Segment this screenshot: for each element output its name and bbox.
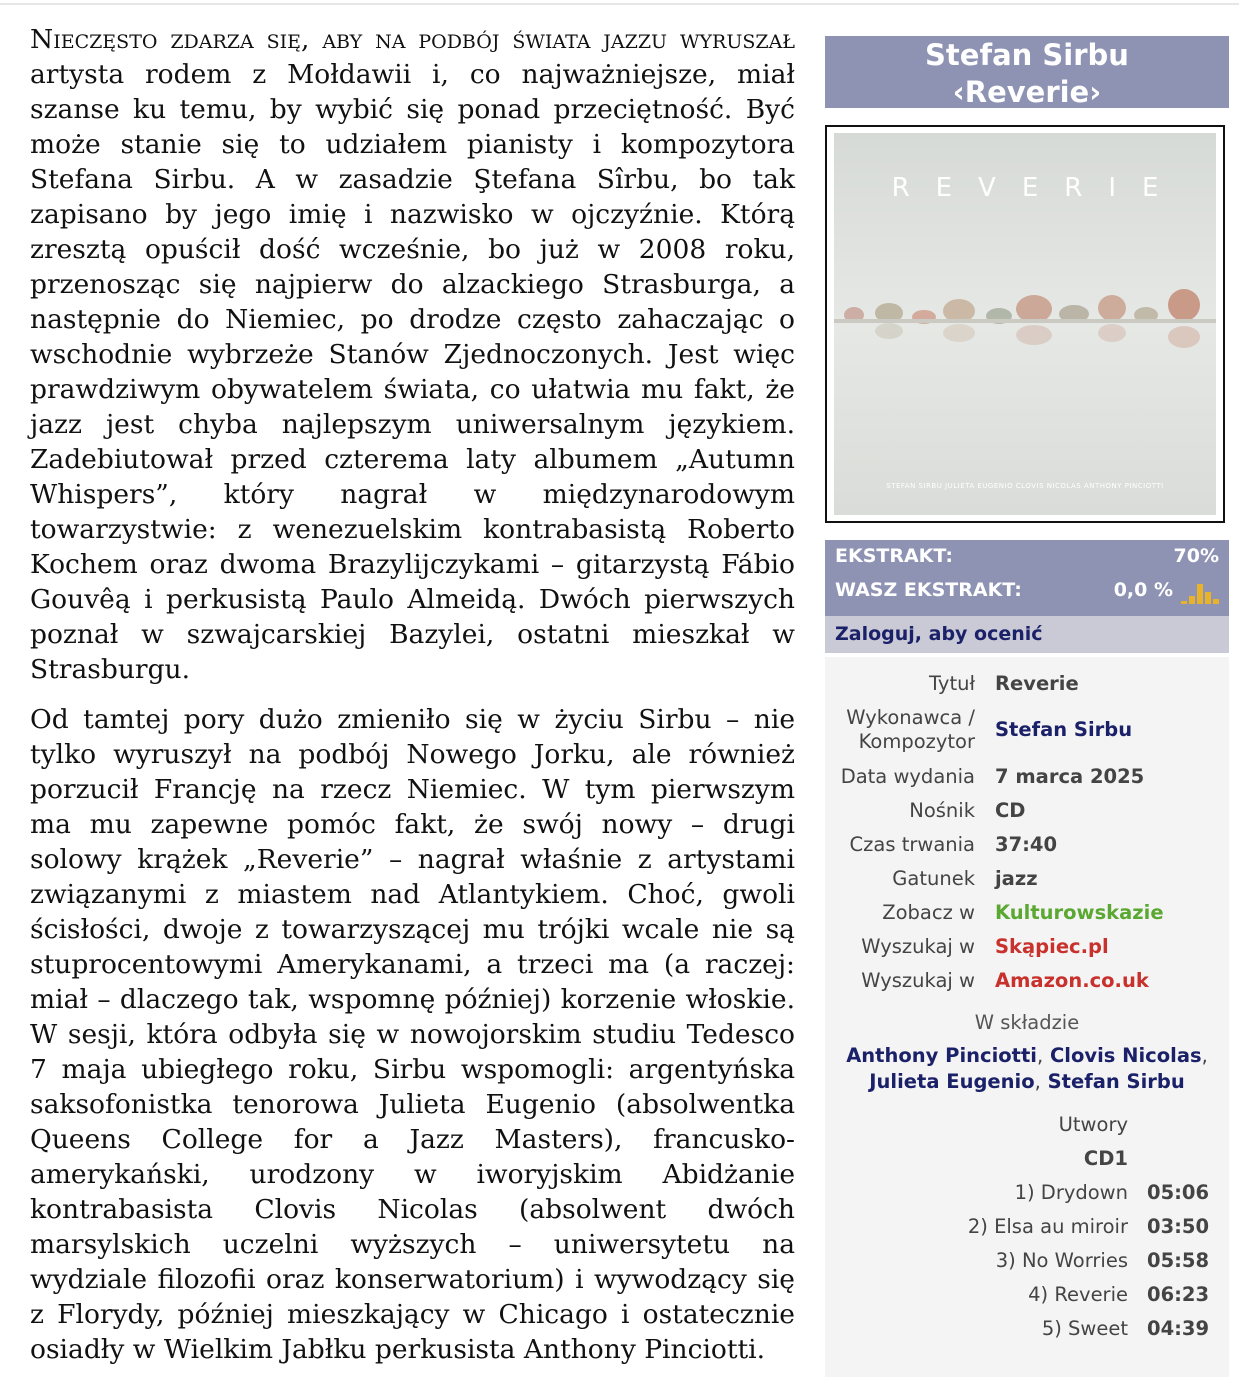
album-info xyxy=(825,657,1229,1377)
track-title: 5) Sweet xyxy=(1041,1317,1128,1340)
track-title: 1) Drydown xyxy=(1014,1181,1128,1204)
album-title: ‹Reverie› xyxy=(952,75,1102,109)
track-duration: 06:23 xyxy=(1147,1283,1210,1306)
wasz-ekstrakt-value: 0,0 % xyxy=(1113,579,1173,601)
track-duration: 03:50 xyxy=(1147,1215,1210,1238)
cover-credits: STEFAN SIRBU JULIETA EUGENIO CLOVIS NICOLAS ANTHONY PINCIOTTI xyxy=(886,482,1164,490)
artist-name: Stefan Sirbu xyxy=(925,38,1129,72)
paragraph-1-text: artysta rodem z Mołdawii i, co najważniejsze, miał szanse ku temu, by wybić się ponad przeciętność. Być może stanie się to udziałem pianisty i kompozytora Stefana Sirbu. A w zasadzie Ştefana Sîrbu, bo tak zapisano by jego imię i nazwisko w ojczyźnie. Którą zresztą opuścił dość wcześnie, bo już w 2008 roku, przenosząc się najpierw do alzackiego Strasburga, a następnie do Niemiec, po drodze często zahaczając o wschodnie wybrzeże Stanów Zjednoczonych. Jest więc prawdziwym obywatelem świata, co ułatwia mu fakt, że jazz jest chyba najlepszym uniwersalnym językiem. Zadebiutował przed czterema laty albumem „Autumn Whispers”, który nagrał w międzynarodowym towarzystwie: z wenezuelskim kontrabasistą Roberto Kochem oraz dwoma Brazylijczykami – gitarzystą Fábio Gouvêą i perkusistą Paulo Almeidą. Dwóch pierwszych poznał w szwajcarskiej Bazylei, ostatni mieszkał w Strasburgu. xyxy=(30,59,795,685)
lineup-label: W składzie xyxy=(974,1011,1080,1034)
album-cover xyxy=(834,133,1216,515)
album-header xyxy=(825,36,1229,108)
tracks-label: Utwory xyxy=(1058,1113,1128,1136)
info-label-line: Wykonawca / xyxy=(846,706,975,729)
review-article xyxy=(30,22,795,1382)
member-link[interactable]: Julieta Eugenio xyxy=(869,1070,1035,1093)
paragraph-1 xyxy=(30,22,795,687)
lead-in: Nieczęsto zdarza się, aby na podbój świata jazzu wyruszał xyxy=(30,24,795,55)
member-link[interactable]: Clovis Nicolas xyxy=(1050,1044,1202,1067)
info-label xyxy=(846,706,975,754)
info-label: Nośnik xyxy=(909,799,975,822)
info-label: Czas trwania xyxy=(849,833,975,856)
info-label: Zobacz w xyxy=(882,901,975,924)
info-label: Tytuł xyxy=(929,672,975,695)
ekstrakt-row xyxy=(835,544,1219,568)
album-sidebar xyxy=(825,36,1229,1340)
info-label: Data wydania xyxy=(840,765,975,788)
info-label: Wyszukaj w xyxy=(861,935,975,958)
track-duration: 04:39 xyxy=(1147,1317,1210,1340)
ekstrakt-value: 70% xyxy=(1173,545,1219,567)
track-duration: 05:06 xyxy=(1147,1181,1210,1204)
info-date-value: 7 marca 2025 xyxy=(995,765,1145,788)
wasz-ekstrakt-label: WASZ EKSTRAKT: xyxy=(835,579,1022,601)
member-separator: , xyxy=(1037,1044,1044,1067)
track-duration: 05:58 xyxy=(1147,1249,1210,1272)
login-to-rate-link[interactable]: Zaloguj, aby ocenić xyxy=(825,616,1229,653)
track-title: 4) Reverie xyxy=(1028,1283,1128,1306)
skapiec-link[interactable]: Skąpiec.pl xyxy=(995,935,1109,958)
member-link[interactable]: Stefan Sirbu xyxy=(1047,1070,1185,1093)
paragraph-2: Od tamtej pory dużo zmieniło się w życiu Sirbu – nie tylko wyruszył na podbój Nowego Jorku, ale również porzucił Francję na rzecz Niemiec. W tym pierwszym ma mu zapewne pomóc fakt, że swój nowy – drugi solowy krążek „Reverie” – nagrał właśnie z artystami związanymi z miastem nad Atlantykiem. Choć, gwoli ścisłości, dwoje z towarzyszącej mu trójki wcale nie są stuprocentowymi Amerykanami, a trzeci ma (a raczej: miał – dlaczego tak, wspomnę później) korzenie włoskie. W sesji, która odbyła się w nowojorskim studiu Tedesco 7 maja ubiegłego roku, Sirbu wspomogli: argentyńska saksofonistka tenorowa Julieta Eugenio (absolwentka Queens College for a Jazz Masters), francusko-amerykański, urodzony w iworyjskim Abidżanie kontrabasista Clovis Nicolas (absolwent dwóch marsylskich uczelni wyższych – uniwersytetu na wydziale filozofii oraz konserwatorium) i wywodzący się z Florydy, później mieszkający w Chicago i ostatecznie osiadły w Wielkim Jabłku perkusista Anthony Pinciotti. xyxy=(30,704,795,1365)
top-divider xyxy=(0,3,1239,5)
info-label: Wyszukaj w xyxy=(861,969,975,992)
amazon-link[interactable]: Amazon.co.uk xyxy=(995,969,1149,992)
info-duration-value: 37:40 xyxy=(995,833,1058,856)
kulturowskaz-link[interactable]: Kulturowskazie xyxy=(995,901,1164,924)
ekstrakt-label: EKSTRAKT: xyxy=(835,545,953,567)
info-medium-value: CD xyxy=(995,799,1026,822)
lineup-list xyxy=(825,1043,1229,1095)
info-artist-link[interactable]: Stefan Sirbu xyxy=(995,718,1133,741)
info-title-value: Reverie xyxy=(995,672,1079,695)
info-label-line: Kompozytor xyxy=(858,730,975,753)
cover-title: REVERIE xyxy=(891,173,1185,203)
member-separator: , xyxy=(1201,1044,1208,1067)
rating-bars-icon[interactable] xyxy=(1181,582,1221,604)
track-title: 3) No Worries xyxy=(995,1249,1128,1272)
rating-box xyxy=(825,540,1229,653)
album-cover-frame[interactable] xyxy=(825,125,1225,523)
cd-label: CD1 xyxy=(1083,1147,1128,1170)
track-title: 2) Elsa au miroir xyxy=(967,1215,1128,1238)
member-link[interactable]: Anthony Pinciotti xyxy=(846,1044,1037,1067)
wasz-ekstrakt-row xyxy=(835,578,1219,602)
info-label: Gatunek xyxy=(892,867,975,890)
member-separator: , xyxy=(1034,1070,1041,1093)
info-genre-value: jazz xyxy=(995,867,1038,890)
